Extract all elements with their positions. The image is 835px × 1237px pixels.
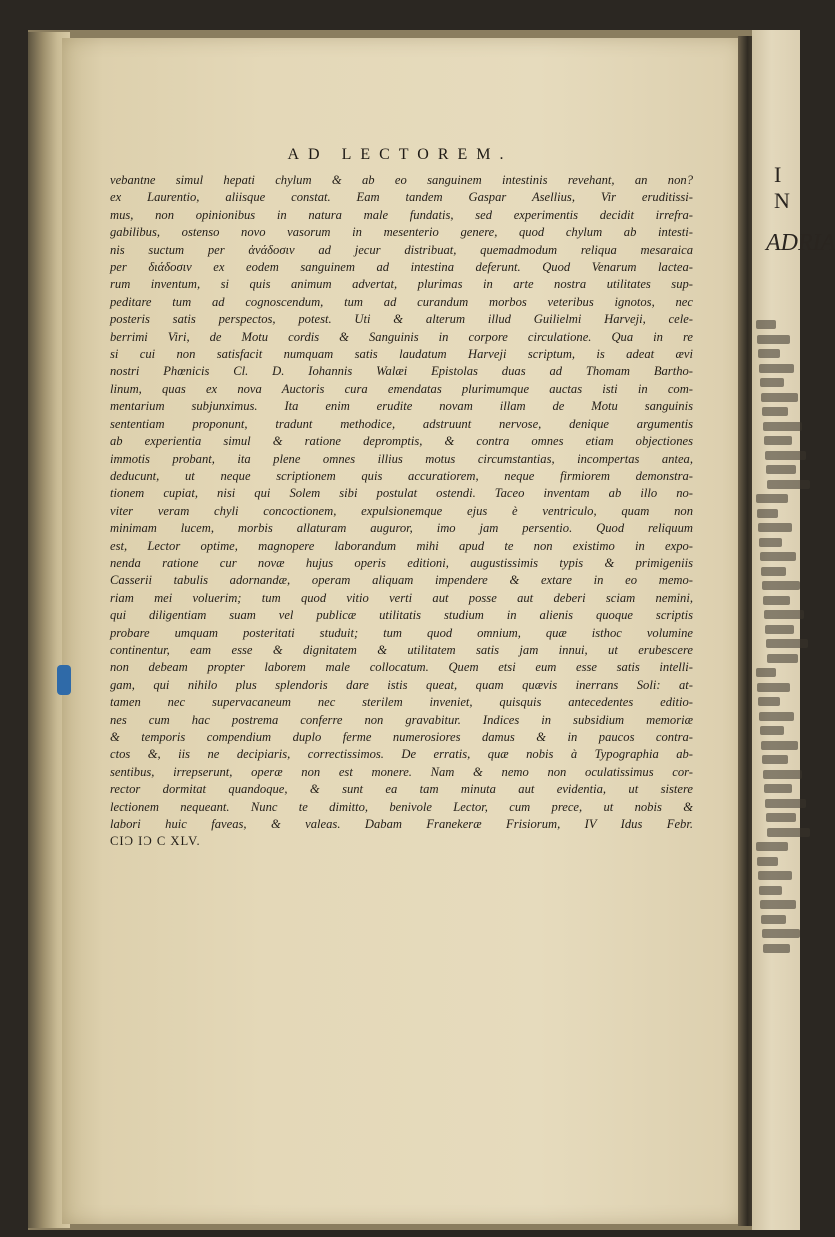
- page-clip: [57, 665, 71, 695]
- text-line: posteris satis perspectos, potest. Uti & alterum illud Guilielmi Harveji, cele-: [110, 312, 693, 327]
- text-line: si cui non satisfacit numquam satis laudatum Harveji scriptum, is adeat ævi: [110, 347, 693, 362]
- text-line: & temporis compendium duplo ferme numerosiores damus & in paucos contra-: [110, 730, 693, 744]
- text-line: est, Lector optime, magnopere laborandum mihi apud te non existimo in expo-: [110, 538, 693, 553]
- facing-page: [752, 30, 835, 1230]
- facing-page-text-line: [757, 857, 778, 866]
- facing-page-text-line: [765, 451, 806, 460]
- facing-page-text-line: [762, 581, 800, 590]
- text-line: gabilibus, ostenso novo vasorum in mesenterio genere, quod chylum ab intesti-: [110, 225, 693, 240]
- facing-page-text-line: [758, 349, 780, 358]
- text-line: riam mei voluerim; tum quod vitio verti aut posse aut deberi sciam nemini,: [110, 590, 693, 605]
- facing-page-text-line: [762, 407, 788, 416]
- facing-page-text-line: [762, 755, 788, 764]
- text-line: viter veram chyli concoctionem, expulsionemque ejus è ventriculo, quam non: [110, 503, 693, 518]
- text-line: tamen nec supervacaneum nec sterilem inveniet, quisquis antecedentes editio-: [110, 695, 693, 710]
- facing-page-text-line: [757, 509, 778, 518]
- text-line: nenda ratione cur novæ hujus operis editioni, augustissimis typis & primigeniis: [110, 555, 693, 570]
- text-line: labori huic faveas, & valeas. Dabam Franekeræ Frisiorum, IV Idus Febr.: [110, 817, 693, 832]
- text-line: probare umquam posteritati studuit; tum quod omnium, quæ isthoc volumine: [110, 625, 693, 640]
- text-line: nes cum hac postrema conferre non gravabitur. Indices in subsidium memoriæ: [110, 712, 693, 727]
- facing-page-text-line: [756, 494, 788, 503]
- text-line: minimam lucem, morbis allaturam auguror, imo jam persentio. Quod reliquum: [110, 521, 693, 536]
- facing-page-text-line: [763, 770, 802, 779]
- facing-page-text-line: [759, 712, 794, 721]
- facing-page-text-line: [763, 596, 790, 605]
- facing-page-text-line: [764, 784, 792, 793]
- text-line: Casserii tabulis adornandæ, operam aliquam impendere & extare in eo memo-: [110, 573, 693, 588]
- text-line: peditare tum ad cognoscendum, tum ad curandum morbos veteribus ignotos, nec: [110, 294, 693, 309]
- text-line: rector dormitat quandoque, & sunt ea tam minuta aut evidentia, ut sistere: [110, 782, 693, 797]
- facing-page-text-line: [766, 813, 796, 822]
- text-line: deducunt, ut neque scriptionem quis accuratiorem, neque firmiorem demonstra-: [110, 468, 693, 483]
- facing-page-text-line: [765, 625, 794, 634]
- text-line: gam, qui nihilo plus splendoris dare istis queat, quam quævis inerrans Soli: at-: [110, 677, 693, 692]
- facing-page-text-line: [762, 929, 800, 938]
- text-line: sentibus, irrepserunt, operæ non est monere. Nam & nemo non oculatissimus cor-: [110, 764, 693, 779]
- text-line: qui diligentiam suam vel publicæ utilitatis studium in alienis quoque scriptis: [110, 608, 693, 623]
- facing-page-text-line: [760, 378, 784, 387]
- facing-page-text-line: [763, 944, 790, 953]
- facing-page-text-line: [767, 654, 798, 663]
- text-line: ex Laurentio, aliisque constat. Eam tandem Gaspar Asellius, Vir eruditissi-: [110, 190, 693, 205]
- text-line: rum inventum, si quis animum advertat, plurimas in arte nostra utilitates sup-: [110, 277, 693, 292]
- facing-page-text-line: [767, 480, 810, 489]
- facing-page-text-line: [761, 393, 798, 402]
- facing-page-text-line: [764, 610, 804, 619]
- facing-page-subtitle: ADRIA: [766, 230, 835, 256]
- facing-page-text-line: [761, 741, 798, 750]
- facing-page-text-line: [759, 886, 782, 895]
- facing-page-text-line: [758, 871, 792, 880]
- text-line: nostri Phœnicis Cl. D. Iohannis Walæi Epistolas duas ad Thomam Bartho-: [110, 364, 693, 379]
- facing-page-text-line: [764, 436, 792, 445]
- text-line: sententiam proponunt, tradunt methodice, adstruunt nervose, denique argumentis: [110, 416, 693, 431]
- text-line: linum, quas ex nova Auctoris cura emendatas plurimumque auctas isti in com-: [110, 381, 693, 396]
- text-line: mentarium subjunximus. Ita enim erudite novam illam de Motu sanguinis: [110, 399, 693, 414]
- facing-page-text-line: [763, 422, 802, 431]
- text-line: immotis probant, ita plene omnes illius motus circumstantias, incompertas antea,: [110, 451, 693, 466]
- text-line: mus, non opinionibus in natura male fundatis, sed experimentis decidit irrefra-: [110, 207, 693, 222]
- facing-page-text-line: [765, 799, 806, 808]
- text-line: lectionem nequeant. Nunc te dimitto, benivole Lector, cum prece, ut nobis &: [110, 799, 693, 814]
- facing-page-text-line: [759, 538, 782, 547]
- facing-page-text-line: [758, 523, 792, 532]
- text-line: continentur, eam esse & dignitatem & utilitatem satis jam innui, ut erubescere: [110, 642, 693, 657]
- text-line: per διάδοσιν ex eodem sanguinem ad intestina deferunt. Quod Venarum lactea-: [110, 260, 693, 275]
- facing-page-text-line: [761, 567, 786, 576]
- text-line: vebantne simul hepati chylum & ab eo sanguinem intestinis revehant, an non?: [110, 173, 693, 187]
- text-line: tionem cupiat, nisi qui Solem sibi postulat ostendi. Taceo inventam ab illo no-: [110, 486, 693, 501]
- facing-page-text-line: [761, 915, 786, 924]
- facing-page-text-line: [759, 364, 794, 373]
- text-line: non debeam propter laborem male collocatum. Quem etsi eum esse satis intelli-: [110, 660, 693, 675]
- facing-page-text-line: [760, 726, 784, 735]
- body-text: [110, 172, 693, 851]
- facing-page-text-line: [756, 320, 776, 329]
- facing-page-text-line: [760, 900, 796, 909]
- facing-page-text-line: [760, 552, 796, 561]
- facing-page-text-line: [766, 639, 808, 648]
- facing-page-text-line: [758, 697, 780, 706]
- page-header: AD LECTOREM.: [287, 146, 513, 163]
- text-line: nis suctum per ἀνάδοσιν ad jecur distribuat, quemadmodum reliqua mesaraica: [110, 242, 693, 257]
- facing-page-text-line: [757, 335, 790, 344]
- text-line: CIƆ IƆ C XLV.: [110, 834, 201, 849]
- facing-page-text-line: [767, 828, 810, 837]
- facing-page-text-line: [757, 683, 790, 692]
- facing-page-text-line: [756, 842, 788, 851]
- text-line: berrimi Viri, de Motu cordis & Sanguinis in corpore circulatione. Qua in re: [110, 329, 693, 344]
- facing-page-text-line: [766, 465, 796, 474]
- text-line: ctos &, iis ne decipiaris, correctissimos. De erratis, quæ nobis à Typographia ab-: [110, 747, 693, 762]
- facing-page-title: I N: [774, 162, 792, 213]
- text-line: ab experientia simul & ratione depromptis, & contra omnes etiam objectiones: [110, 434, 693, 449]
- facing-page-text-line: [756, 668, 776, 677]
